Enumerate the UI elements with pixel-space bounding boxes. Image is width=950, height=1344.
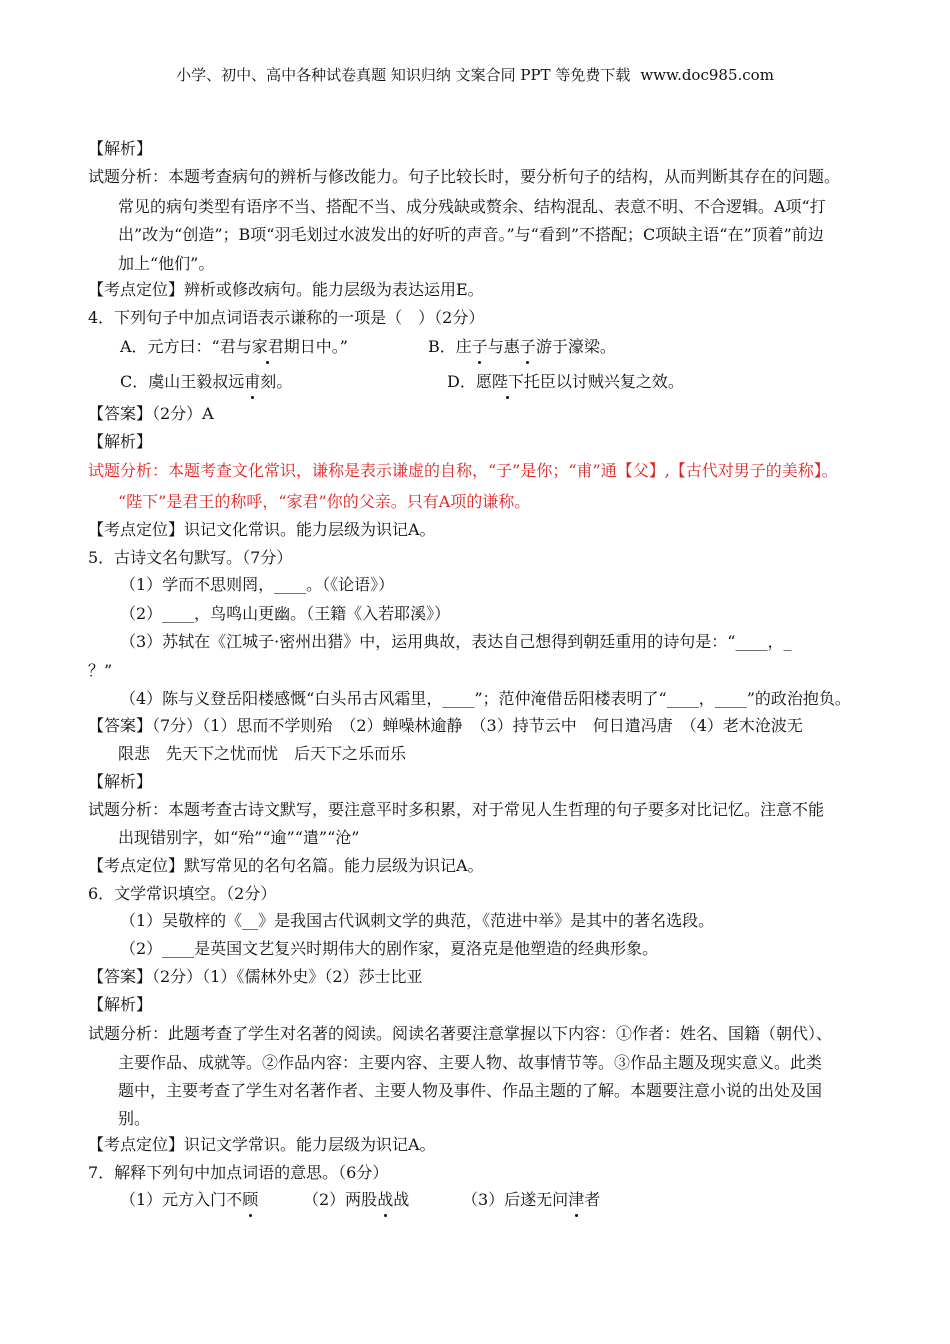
header-url: www.doc985.com: [640, 66, 774, 84]
analysis-text: 常见的病句类型有语序不当、搭配不当、成分残缺或赘余、结构混乱、表意不明、不合逻辑。A项“打: [118, 197, 826, 216]
sub-question-cont: ？”: [88, 661, 113, 680]
option-a: A．元方曰：“君与家君期日中。”: [120, 337, 348, 356]
page-header: [0, 64, 950, 85]
analysis-text: 加上“他们”。: [118, 254, 215, 273]
analysis-text: 题中，主要考查了学生对名著作者、主要人物及事件、作品主题的了解。本题要注意小说的出处及国: [118, 1081, 823, 1100]
dotted-word: 陛下: [491, 372, 524, 391]
sub-question: （1）学而不思则罔，____。（《论语》）: [120, 575, 395, 594]
analysis-heading: 【解析】: [88, 139, 153, 158]
analysis-text: 别。: [118, 1109, 151, 1128]
dotted-word: 家君: [251, 337, 284, 356]
answer-cont: 限悲 先天下之忧而忧 后天下之乐而乐: [118, 744, 407, 763]
sub-question: （3）后遂无问津者: [462, 1190, 601, 1209]
sub-question: （2）____，鸟鸣山更幽。（王籍《入若耶溪》）: [120, 604, 451, 623]
answer: 【答案】（7分）（1）思而不学则殆 （2）蝉噪林逾静 （3）持节云中 何日遣冯唐 （4）老木沧波无: [88, 716, 803, 735]
dotted-word: 顾: [242, 1190, 259, 1209]
sub-question: （1）元方入门不顾: [120, 1190, 259, 1209]
dotted-word: 战: [377, 1190, 394, 1209]
option-d: D．愿陛下托臣以讨贼兴复之效。: [447, 372, 684, 391]
analysis-text: 试题分析：此题考查了学生对名著的阅读。阅读名著要注意掌握以下内容：①作者：姓名、国籍（朝代）、: [88, 1024, 833, 1043]
sub-question: （1）吴敬梓的《__》是我国古代讽刺文学的典范，《范进中举》是其中的著名选段。: [120, 911, 715, 930]
dotted-word: 子: [519, 337, 536, 356]
analysis-heading: 【解析】: [88, 995, 153, 1014]
dotted-word: 子: [471, 337, 488, 356]
question-7: 7．解释下列句中加点词语的意思。（6分）: [88, 1163, 389, 1182]
dotted-word: 津: [568, 1190, 585, 1209]
sub-question: （3）苏轼在《江城子·密州出猎》中，运用典故，表达自己想得到朝廷重用的诗句是：“____，_: [120, 632, 792, 651]
answer: 【答案】（2分）A: [88, 404, 214, 423]
header-text: 小学、初中、高中各种试卷真题 知识归纳 文案合同 PPT 等免费下载: [176, 66, 631, 84]
answer: 【答案】（2分）（1）《儒林外史》（2）莎士比亚: [88, 967, 423, 986]
key-point: 【考点定位】识记文学常识。能力层级为识记A。: [88, 1135, 436, 1154]
key-point: 【考点定位】默写常见的名句名篇。能力层级为识记A。: [88, 856, 484, 875]
sub-question: （2）____是英国文艺复兴时期伟大的剧作家，夏洛克是他塑造的经典形象。: [120, 939, 659, 958]
analysis-text: 出”改为“创造”；B项“羽毛划过水波发出的好听的声音。”与“看到”不搭配；C项缺主语“在”顶着”前边: [118, 225, 824, 244]
option-b: B．庄子与惠子游于濠梁。: [428, 337, 616, 356]
dotted-word: 甫: [244, 372, 261, 391]
analysis-text-red: 试题分析：本题考查文化常识，谦称是表示谦虚的自称，“子”是你；“甫”通【父】,【古代对男子的美称】。: [88, 461, 838, 480]
question-4: 4．下列句子中加点词语表示谦称的一项是（ ）（2分）: [88, 308, 485, 327]
analysis-text: 主要作品、成就等。②作品内容：主要内容、主要人物、故事情节等。③作品主题及现实意义。此类: [118, 1053, 823, 1072]
analysis-heading: 【解析】: [88, 432, 153, 451]
option-c: C．虞山王毅叔远甫刻。: [120, 372, 293, 391]
key-point: 【考点定位】识记文化常识。能力层级为识记A。: [88, 520, 436, 539]
analysis-text: 出现错别字，如“殆”“逾”“遣”“沧”: [118, 828, 360, 847]
analysis-text: 试题分析：本题考查病句的辨析与修改能力。句子比较长时，要分析句子的结构，从而判断其存在的问题。: [88, 167, 841, 186]
question-5: 5．古诗文名句默写。（7分）: [88, 548, 293, 567]
analysis-heading: 【解析】: [88, 772, 153, 791]
question-6: 6．文学常识填空。（2分）: [88, 884, 277, 903]
analysis-text-red: “陛下”是君王的称呼，“家君”你的父亲。只有A项的谦称。: [118, 492, 531, 511]
key-point: 【考点定位】辨析或修改病句。能力层级为表达运用E。: [88, 280, 484, 299]
analysis-text: 试题分析：本题考查古诗文默写，要注意平时多积累，对于常见人生哲理的句子要多对比记忆。注意不能: [88, 800, 825, 819]
sub-question: （2）两股战战: [303, 1190, 410, 1209]
sub-question: （4）陈与义登岳阳楼感慨“白头吊古风霜里，____”；范仲淹借岳阳楼表明了“____，____”的政治抱负。: [120, 689, 851, 708]
